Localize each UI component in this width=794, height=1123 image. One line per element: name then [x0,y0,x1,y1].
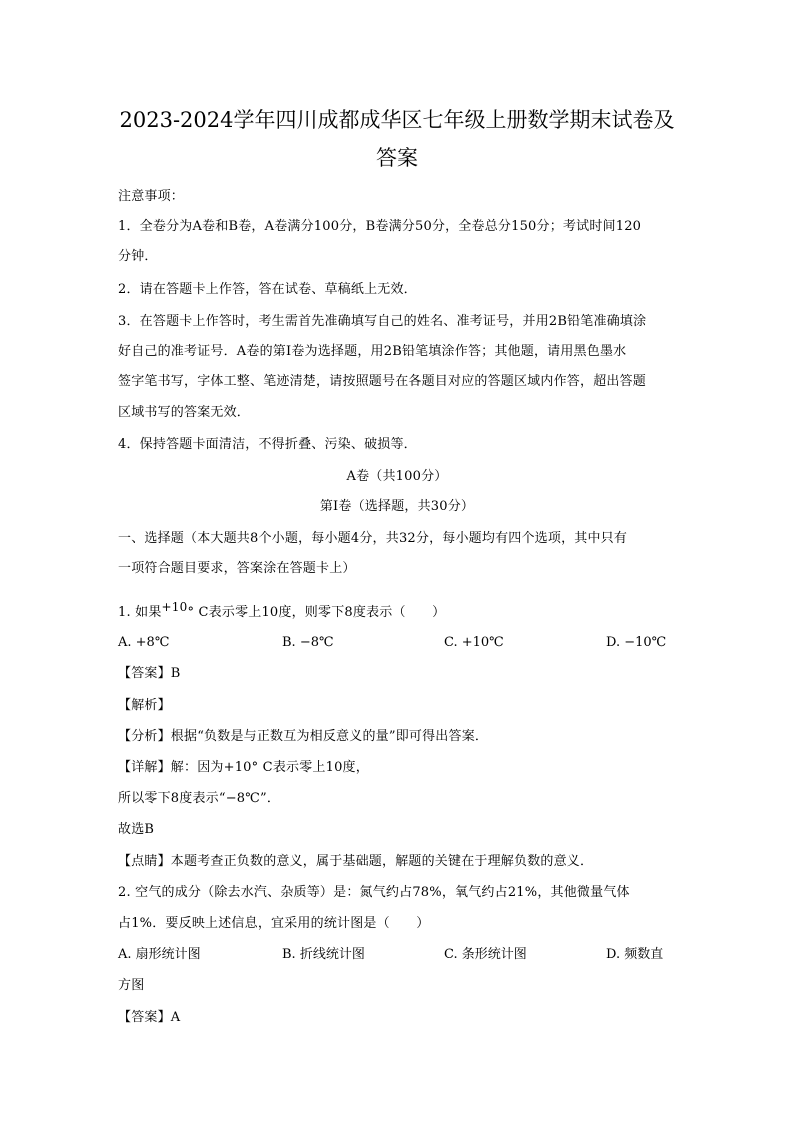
question-1-analysis-label: 【解析】 [118,698,171,713]
section-a-heading: A卷（共100分） [346,469,448,484]
question-2-stem: 2. 空气的成分（除去水汽、杂质等）是：氮气约占78%，氧气约占21%，其他微量气体 [118,885,630,900]
document-title-line2: 答案 [376,146,418,170]
question-1-fenxi: 【分析】根据“负数是与正数互为相反意义的量”即可得出答案． [118,729,489,744]
question-1-option-d: D. −10℃ [606,635,667,650]
question-2-option-d: D. 频数直 [606,947,664,962]
question-1-prefix: 1. 如果 [118,605,162,620]
notice-item-4: 4．保持答题卡面清洁，不得折叠、污染、破损等． [118,437,417,452]
notice-item-3-cont-2: 签字笔书写，字体工整、笔迹清楚，请按照题号在各题目对应的答题区域内作答，超出答题 [118,374,647,389]
part-one-heading: 第Ⅰ卷（选择题，共30分） [319,499,475,514]
section-instructions-cont: 一项符合题目要求，答案涂在答题卡上） [118,561,356,576]
question-1-temperature: +10 [161,600,188,614]
question-2-option-c: C. 条形统计图 [444,947,527,962]
question-1-option-c: C. +10℃ [444,635,504,650]
question-1-suffix: ° C表示零上10度，则零下8度表示（ ） [187,605,446,620]
question-1-comment: 【点睛】本题考查正负数的意义，属于基础题，解题的关键在于理解负数的意义． [118,854,594,869]
question-2-answer: 【答案】A [118,1010,181,1025]
notice-heading: 注意事项： [118,189,185,204]
notice-item-1-cont: 分钟． [118,249,158,264]
notice-item-1: 1．全卷分为A卷和B卷，A卷满分100分，B卷满分50分，全卷总分150分；考试时间120 [118,219,642,234]
question-1-conclusion: 故选B [118,822,155,837]
question-2-stem-cont: 占1%．要反映上述信息，宜采用的统计图是（ ） [118,916,430,931]
notice-item-3-cont-3: 区域书写的答案无效． [118,405,251,420]
notice-item-3-cont-1: 好自己的准考证号．A卷的第Ⅰ卷为选择题，用2B铅笔填涂作答；其他题，请用黑色墨水 [118,344,627,359]
question-1-stem [118,597,445,623]
section-instructions: 一、选择题（本大题共8个小题，每小题4分，共32分，每小题均有四个选项，其中只有 [118,531,628,546]
question-2-option-d-wrap: 方图 [118,978,145,993]
question-2-option-a: A. 扇形统计图 [118,947,201,962]
question-1-answer: 【答案】B [118,666,181,681]
question-1-option-b: B. −8℃ [282,635,334,650]
question-1-detail: 【详解】解：因为+10° C表示零上10度， [118,760,369,775]
document-title-line1: 2023-2024学年四川成都成华区七年级上册数学期末试卷及 [119,108,675,132]
notice-item-3: 3．在答题卡上作答时，考生需首先准确填写自己的姓名、准考证号，并用2B铅笔准确填涂 [118,314,647,329]
notice-item-2: 2．请在答题卡上作答，答在试卷、草稿纸上无效． [118,282,417,297]
question-1-option-a: A. +8℃ [118,635,170,650]
question-2-option-b: B. 折线统计图 [282,947,365,962]
question-1-detail-cont: 所以零下8度表示“−8℃”． [118,791,281,806]
